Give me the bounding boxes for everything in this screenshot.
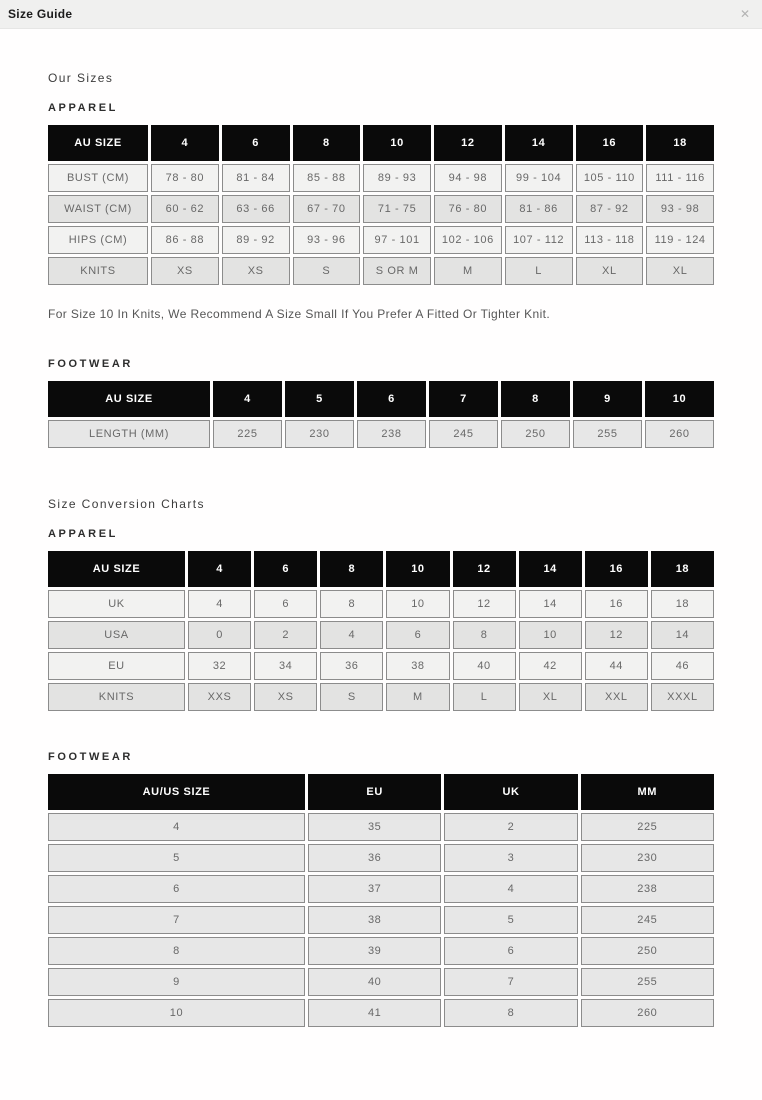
value-cell: 8 [320, 590, 383, 618]
value-cell: 44 [585, 652, 648, 680]
size-guide-content [0, 71, 762, 1027]
column-header-cell: AU SIZE [48, 381, 210, 417]
value-cell: XXL [585, 683, 648, 711]
value-cell: 40 [453, 652, 516, 680]
row-label-cell: UK [48, 590, 185, 618]
value-cell: 238 [581, 875, 714, 903]
column-header-cell: 4 [213, 381, 282, 417]
value-cell: XS [222, 257, 290, 285]
column-header-cell: 16 [576, 125, 644, 161]
value-cell: 85 - 88 [293, 164, 361, 192]
value-cell: 260 [645, 420, 714, 448]
dialog-header [0, 0, 762, 29]
column-header-cell: 12 [434, 125, 502, 161]
value-cell: 113 - 118 [576, 226, 644, 254]
value-cell: S [293, 257, 361, 285]
value-cell: 2 [444, 813, 577, 841]
value-cell: 86 - 88 [151, 226, 219, 254]
column-header-cell: 14 [505, 125, 573, 161]
value-cell: 81 - 86 [505, 195, 573, 223]
value-cell: 16 [585, 590, 648, 618]
value-cell: 12 [453, 590, 516, 618]
row-label-cell: KNITS [48, 257, 148, 285]
column-header-cell: 10 [645, 381, 714, 417]
value-cell: S OR M [363, 257, 431, 285]
value-cell: 38 [308, 906, 441, 934]
dialog-title: Size Guide [8, 7, 73, 21]
value-cell: 2 [254, 621, 317, 649]
row-label-cell: 5 [48, 844, 305, 872]
value-cell: 4 [188, 590, 251, 618]
value-cell: 18 [651, 590, 714, 618]
value-cell: 89 - 93 [363, 164, 431, 192]
our-sizes-heading: Our Sizes [48, 71, 114, 85]
value-cell: 230 [581, 844, 714, 872]
value-cell: 67 - 70 [293, 195, 361, 223]
value-cell: 71 - 75 [363, 195, 431, 223]
value-cell: 36 [320, 652, 383, 680]
value-cell: 41 [308, 999, 441, 1027]
value-cell: 14 [519, 590, 582, 618]
value-cell: 102 - 106 [434, 226, 502, 254]
value-cell: 87 - 92 [576, 195, 644, 223]
column-header-cell: 18 [651, 551, 714, 587]
row-label-cell: LENGTH (MM) [48, 420, 210, 448]
footwear-conversion-table [48, 774, 714, 1027]
value-cell: 60 - 62 [151, 195, 219, 223]
value-cell: 245 [581, 906, 714, 934]
column-header-cell: 4 [151, 125, 219, 161]
footwear-sizes-table [48, 381, 714, 448]
value-cell: 0 [188, 621, 251, 649]
value-cell: 6 [254, 590, 317, 618]
column-header-cell: AU/US SIZE [48, 774, 305, 810]
value-cell: S [320, 683, 383, 711]
value-cell: XL [646, 257, 714, 285]
column-header-cell: 8 [293, 125, 361, 161]
value-cell: 81 - 84 [222, 164, 290, 192]
value-cell: L [453, 683, 516, 711]
apparel-sizes-table [48, 125, 714, 285]
value-cell: 97 - 101 [363, 226, 431, 254]
value-cell: XS [151, 257, 219, 285]
value-cell: 8 [453, 621, 516, 649]
value-cell: 107 - 112 [505, 226, 573, 254]
row-label-cell: HIPS (CM) [48, 226, 148, 254]
value-cell: XXXL [651, 683, 714, 711]
row-label-cell: WAIST (CM) [48, 195, 148, 223]
column-header-cell: 12 [453, 551, 516, 587]
value-cell: XL [576, 257, 644, 285]
value-cell: 46 [651, 652, 714, 680]
value-cell: 93 - 96 [293, 226, 361, 254]
column-header-cell: 10 [363, 125, 431, 161]
value-cell: 255 [581, 968, 714, 996]
column-header-cell: 4 [188, 551, 251, 587]
value-cell: 6 [444, 937, 577, 965]
value-cell: 38 [386, 652, 449, 680]
value-cell: 34 [254, 652, 317, 680]
column-header-cell: 8 [320, 551, 383, 587]
value-cell: 4 [444, 875, 577, 903]
value-cell: XXS [188, 683, 251, 711]
column-header-cell: 18 [646, 125, 714, 161]
value-cell: 42 [519, 652, 582, 680]
row-label-cell: 10 [48, 999, 305, 1027]
column-header-cell: 10 [386, 551, 449, 587]
column-header-cell: AU SIZE [48, 125, 148, 161]
value-cell: 245 [429, 420, 498, 448]
column-header-cell: 16 [585, 551, 648, 587]
value-cell: M [434, 257, 502, 285]
apparel-conversion-table [48, 551, 714, 711]
value-cell: 39 [308, 937, 441, 965]
value-cell: 89 - 92 [222, 226, 290, 254]
value-cell: 93 - 98 [646, 195, 714, 223]
value-cell: 78 - 80 [151, 164, 219, 192]
column-header-cell: 14 [519, 551, 582, 587]
column-header-cell: 9 [573, 381, 642, 417]
value-cell: 10 [519, 621, 582, 649]
row-label-cell: EU [48, 652, 185, 680]
apparel-sizes-heading: APPAREL [48, 102, 118, 114]
close-icon[interactable]: ✕ [739, 7, 750, 21]
value-cell: 6 [386, 621, 449, 649]
value-cell: 8 [444, 999, 577, 1027]
footwear-conversion-heading: FOOTWEAR [48, 751, 133, 763]
apparel-conversion-heading: APPAREL [48, 528, 118, 540]
value-cell: 32 [188, 652, 251, 680]
value-cell: 5 [444, 906, 577, 934]
value-cell: 225 [213, 420, 282, 448]
value-cell: 105 - 110 [576, 164, 644, 192]
row-label-cell: 6 [48, 875, 305, 903]
column-header-cell: 7 [429, 381, 498, 417]
value-cell: 94 - 98 [434, 164, 502, 192]
column-header-cell: 6 [222, 125, 290, 161]
column-header-cell: 6 [357, 381, 426, 417]
column-header-cell: 8 [501, 381, 570, 417]
value-cell: 7 [444, 968, 577, 996]
value-cell: 225 [581, 813, 714, 841]
row-label-cell: KNITS [48, 683, 185, 711]
value-cell: M [386, 683, 449, 711]
value-cell: 40 [308, 968, 441, 996]
knits-note: For Size 10 In Knits, We Recommend A Size Small If You Prefer A Fitted Or Tighter Knit. [48, 307, 551, 321]
conversion-charts-heading: Size Conversion Charts [48, 497, 205, 511]
value-cell: 10 [386, 590, 449, 618]
column-header-cell: EU [308, 774, 441, 810]
value-cell: 36 [308, 844, 441, 872]
value-cell: L [505, 257, 573, 285]
value-cell: 76 - 80 [434, 195, 502, 223]
value-cell: 14 [651, 621, 714, 649]
value-cell: 230 [285, 420, 354, 448]
row-label-cell: USA [48, 621, 185, 649]
value-cell: 250 [501, 420, 570, 448]
value-cell: 35 [308, 813, 441, 841]
column-header-cell: MM [581, 774, 714, 810]
value-cell: 255 [573, 420, 642, 448]
value-cell: 37 [308, 875, 441, 903]
row-label-cell: 7 [48, 906, 305, 934]
row-label-cell: 8 [48, 937, 305, 965]
value-cell: 260 [581, 999, 714, 1027]
row-label-cell: 9 [48, 968, 305, 996]
value-cell: 12 [585, 621, 648, 649]
column-header-cell: AU SIZE [48, 551, 185, 587]
row-label-cell: BUST (CM) [48, 164, 148, 192]
value-cell: 238 [357, 420, 426, 448]
value-cell: 3 [444, 844, 577, 872]
value-cell: 250 [581, 937, 714, 965]
value-cell: 99 - 104 [505, 164, 573, 192]
value-cell: 63 - 66 [222, 195, 290, 223]
row-label-cell: 4 [48, 813, 305, 841]
column-header-cell: UK [444, 774, 577, 810]
value-cell: 119 - 124 [646, 226, 714, 254]
column-header-cell: 5 [285, 381, 354, 417]
value-cell: 4 [320, 621, 383, 649]
value-cell: XS [254, 683, 317, 711]
column-header-cell: 6 [254, 551, 317, 587]
value-cell: 111 - 116 [646, 164, 714, 192]
value-cell: XL [519, 683, 582, 711]
footwear-sizes-heading: FOOTWEAR [48, 358, 133, 370]
